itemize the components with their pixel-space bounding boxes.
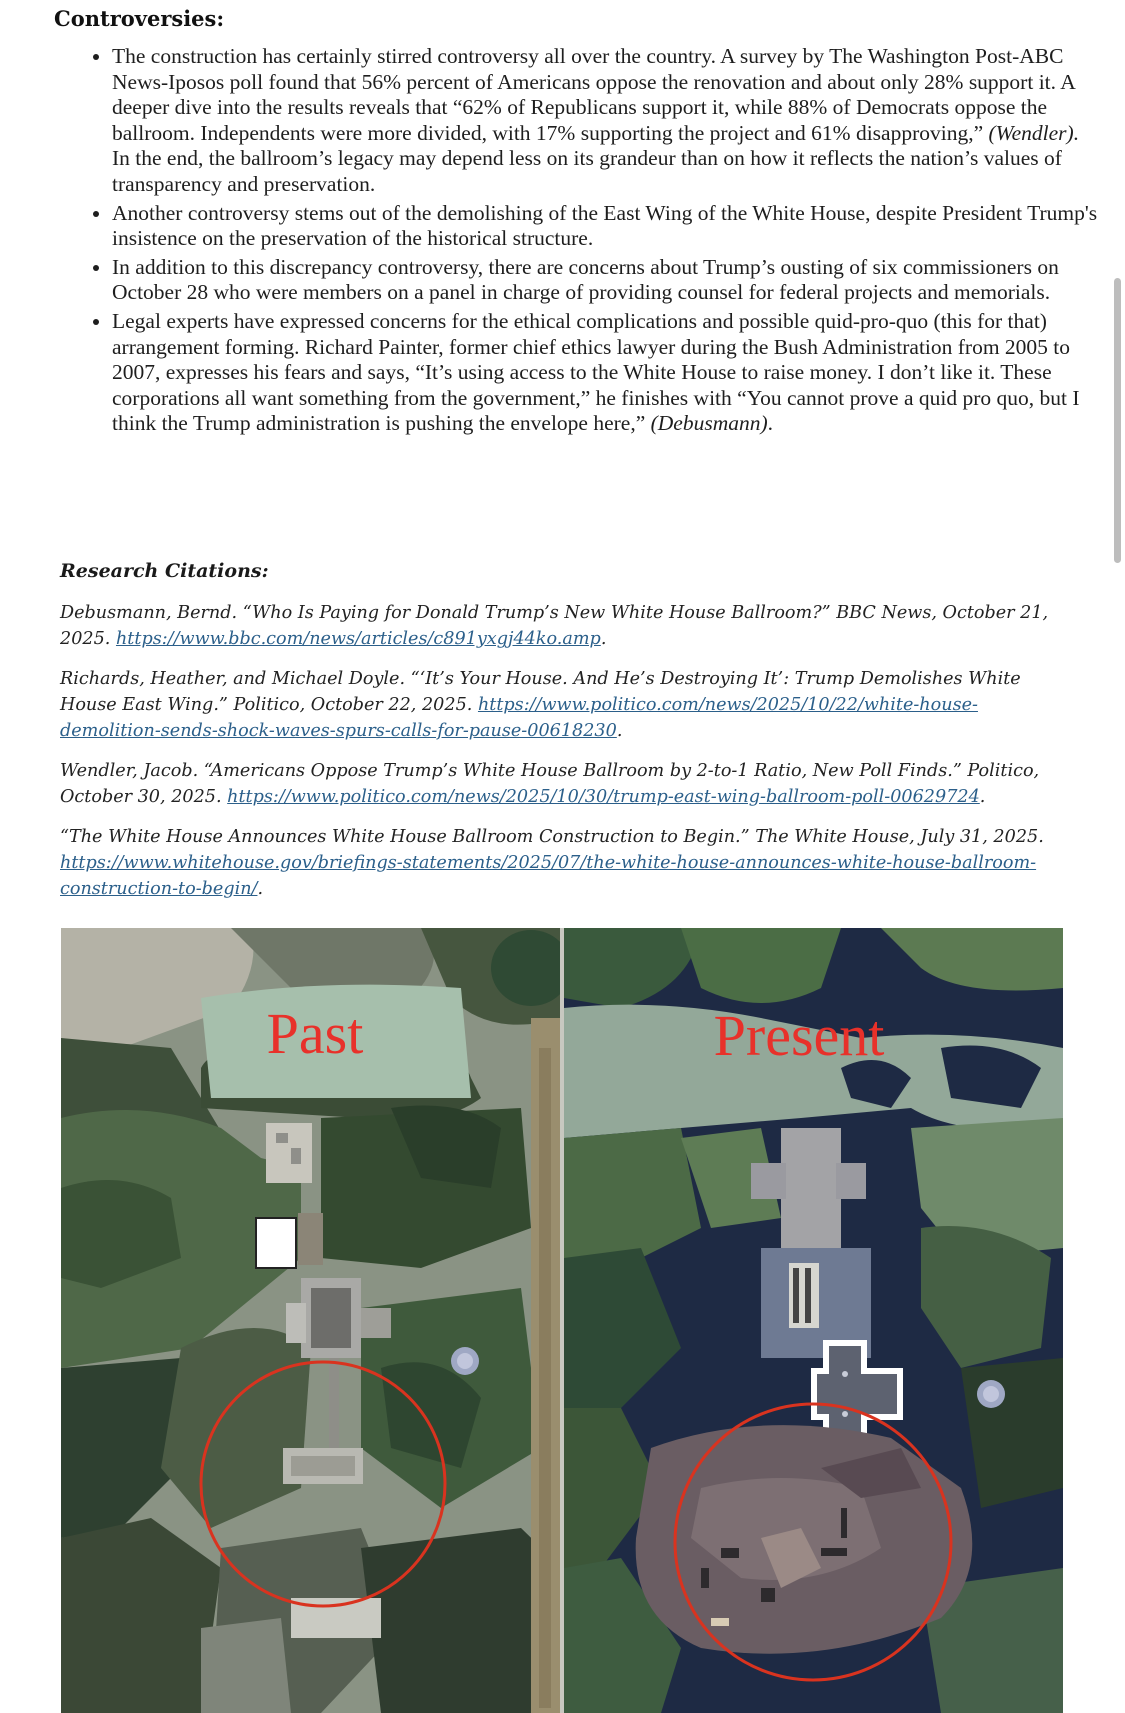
past-present-comparison-image: [61, 928, 1063, 1713]
inline-citation: (Wendler).: [988, 120, 1080, 145]
present-panel: [564, 928, 1063, 1713]
citation-entry: Debusmann, Bernd. “Who Is Paying for Donald Trump’s New White House Ballroom?” BBC News, October 21, 2025. https://www.bbc.com/news/articles/c891yxgj44ko.amp.: [60, 603, 1049, 649]
citation-entry: Wendler, Jacob. “Americans Oppose Trump’s White House Ballroom by 2-to-1 Ratio, New Poll Finds.” Politico, October 30, 2025. https://www.politico.com/news/2025/10/30/trump-east-wing-ballroom-poll-00629724.: [60, 761, 1040, 807]
section-heading: Controversies:: [54, 6, 225, 31]
scrollbar-thumb[interactable]: [1114, 278, 1121, 563]
list-item: • The construction has certainly stirred controversy all over the country. A survey by The Washington Post-ABC News-Iposos poll found that 56% percent of Americans oppose the renovation and about only 28% support it. A deeper dive into the results reveals that “62% of Republicans support it, while 88% of Democrats oppose the ballroom. Independents were more divided, with 17% supporting the project and 61% disapproving,” (Wendler). In the end, the ballroom’s legacy may depend less on its grandeur than on how it reflects the nation’s values of transparency and preservation.: [112, 44, 1102, 198]
list-item: • Legal experts have expressed concerns for the ethical complications and possible quid-pro-quo (this for that) arrangement forming. Richard Painter, former chief ethics lawyer during the Bush Administration from 2005 to 2007, expresses his fears and says, “It’s using access to the White House to raise money. I don’t like it. These corporations all want something from the government,” he finishes with “You cannot prove a quid pro quo, but I think the Trump administration is pushing the envelope here,” (Debusmann).: [112, 309, 1102, 437]
citation-link[interactable]: https://www.bbc.com/news/articles/c891yxgj44ko.amp: [115, 629, 601, 649]
past-label: Past: [266, 1001, 364, 1066]
citation-link[interactable]: https://www.politico.com/news/2025/10/30/trump-east-wing-ballroom-poll-00629724: [227, 787, 980, 807]
citation-link[interactable]: https://www.politico.com/news/2025/10/22/white-house-demolition-sends-shock-waves-spurs-calls-for-pause-00618230: [60, 695, 978, 741]
past-panel: [61, 928, 571, 1713]
citation-link[interactable]: https://www.whitehouse.gov/briefings-statements/2025/07/the-white-house-announces-white-house-ballroom-construction-to-begin/: [60, 853, 1037, 899]
present-label: Present: [713, 1003, 885, 1068]
citation-entry: “The White House Announces White House Ballroom Construction to Begin.” The White House, July 31, 2025. https://www.whitehouse.gov/briefings-statements/2025/07/the-white-house-announces-white-house-ballroom-construction-to-begin/.: [60, 827, 1044, 899]
controversy-list: [78, 44, 1102, 440]
list-item: • In addition to this discrepancy controversy, there are concerns about Trump’s ousting of six commissioners on October 28 who were members on a panel in charge of providing counsel for federal projects and memorials.: [112, 255, 1102, 306]
citation-entry: Richards, Heather, and Michael Doyle. “‘It’s Your House. And He’s Destroying It’: Trump Demolishes White House East Wing.” Politico, October 22, 2025. https://www.politico.com/news/2025/10/22/white-house-demolition-sends-shock-waves-spurs-calls-for-pause-00618230.: [60, 669, 1021, 741]
aerial-illustration: [61, 928, 1063, 1713]
citations-heading: Research Citations:: [60, 560, 269, 582]
list-item: • Another controversy stems out of the demolishing of the East Wing of the White House, despite President Trump's insistence on the preservation of the historical structure.: [112, 201, 1102, 252]
inline-citation: (Debusmann): [650, 411, 768, 436]
